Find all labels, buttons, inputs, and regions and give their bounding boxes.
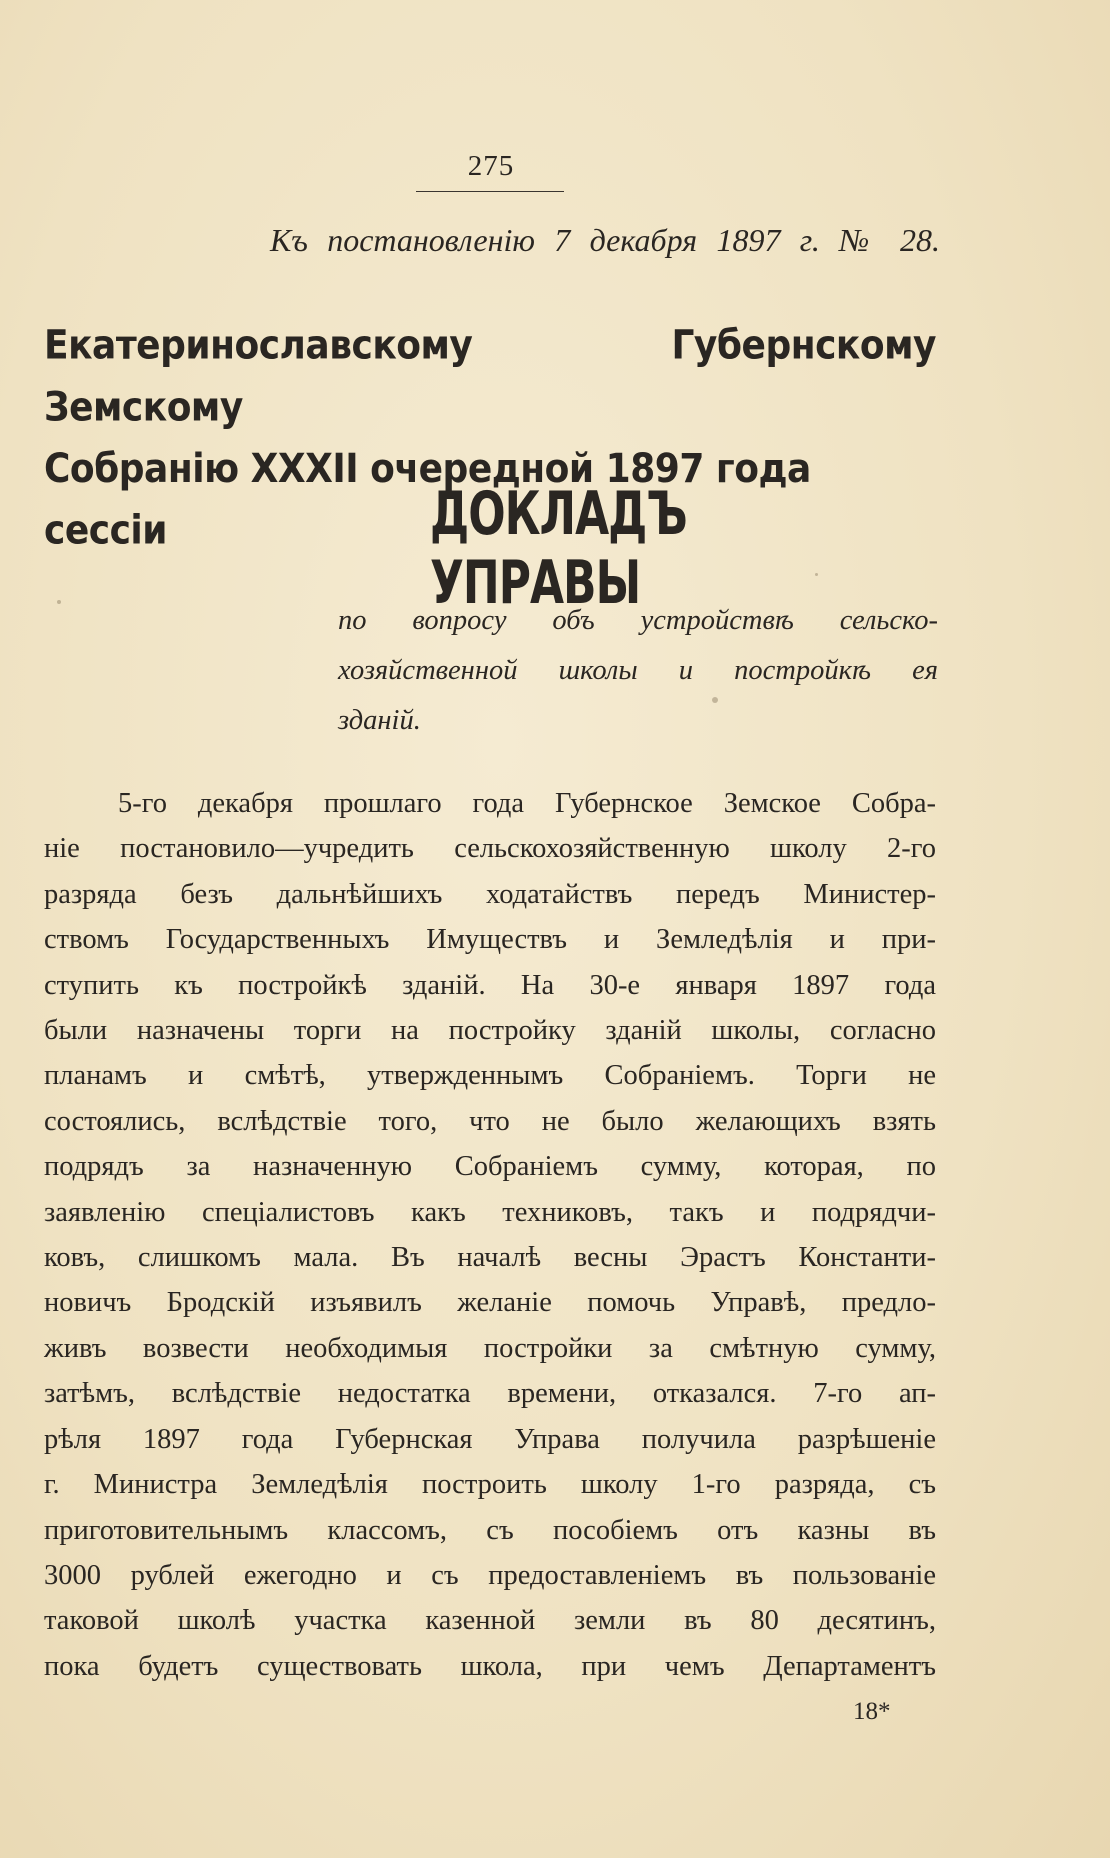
addressee-line: Екатеринославскому Губернскому Земскому <box>44 322 936 431</box>
body-line: новичъ Бродскій изъявилъ желаніе помочь Управѣ, предло- <box>44 1287 936 1319</box>
body-line: были назначены торги на постройку зданій школы, согласно <box>44 1015 936 1047</box>
decree-reference: Къ постановленію 7 декабря 1897 г. № 28. <box>270 222 940 258</box>
body-line: подрядъ за назначенную Собраніемъ сумму, которая, по <box>44 1151 936 1183</box>
paper-speck <box>815 573 818 576</box>
paper-speck <box>712 697 718 703</box>
body-line: приготовительнымъ классомъ, съ пособіемъ отъ казны въ <box>44 1514 936 1546</box>
body-line: г. Министра Земледѣлія построить школу 1-го разряда, съ <box>44 1469 936 1501</box>
body-line: затѣмъ, вслѣдствіе недостатка времени, отказался. 7-го ап- <box>44 1378 936 1410</box>
signature-mark: 18* <box>853 1698 891 1725</box>
body-line: 3000 рублей ежегодно и съ предоставленіемъ въ пользованіе <box>44 1559 936 1591</box>
page-number: 275 <box>467 150 515 182</box>
body-line: ствомъ Государственныхъ Имуществъ и Земледѣлія и при- <box>44 924 936 956</box>
body-line: рѣля 1897 года Губернская Управа получила разрѣшеніе <box>44 1423 936 1455</box>
body-line: 5-го декабря прошлаго года Губернское Земское Собра- <box>118 788 936 819</box>
body-line: состоялись, вслѣдствіе того, что не было желающихъ взять <box>44 1105 936 1137</box>
body-line: ступить къ постройкѣ зданій. На 30-е января 1897 года <box>44 969 936 1001</box>
body-line: планамъ и смѣтѣ, утвержденнымъ Собраніемъ. Торги не <box>44 1060 936 1092</box>
body-line: ніе постановило—учредить сельскохозяйственную школу 2-го <box>44 833 936 865</box>
paper-speck <box>57 600 61 604</box>
body-line: живъ возвести необходимыя постройки за смѣтную сумму, <box>44 1332 936 1364</box>
body-line: заявленію спеціалистовъ какъ техниковъ, такъ и подрядчи- <box>44 1196 936 1228</box>
body-line: пока будетъ существовать школа, при чемъ Департаментъ <box>44 1650 936 1682</box>
report-title: ДОКЛАДЪ УПРАВЫ <box>430 480 687 618</box>
body-line: ковъ, слишкомъ мала. Въ началѣ весны Эрастъ Константи- <box>44 1242 936 1274</box>
subject-line: хозяйственной школы и постройкѣ ея <box>338 655 938 686</box>
body-line: разряда безъ дальнѣйшихъ ходатайствъ передъ Министер- <box>44 878 936 910</box>
subject-line: зданій. <box>338 705 421 736</box>
body-paragraph <box>44 781 936 1689</box>
subject-line: по вопросу объ устройствѣ сельско- <box>338 605 938 636</box>
addressee-line: Собранію XXXII очередной 1897 года сессіи <box>44 446 811 554</box>
report-subject <box>338 596 938 746</box>
body-line: таковой школѣ участка казенной земли въ 80 десятинъ, <box>44 1605 936 1637</box>
page-number-rule <box>416 191 564 192</box>
